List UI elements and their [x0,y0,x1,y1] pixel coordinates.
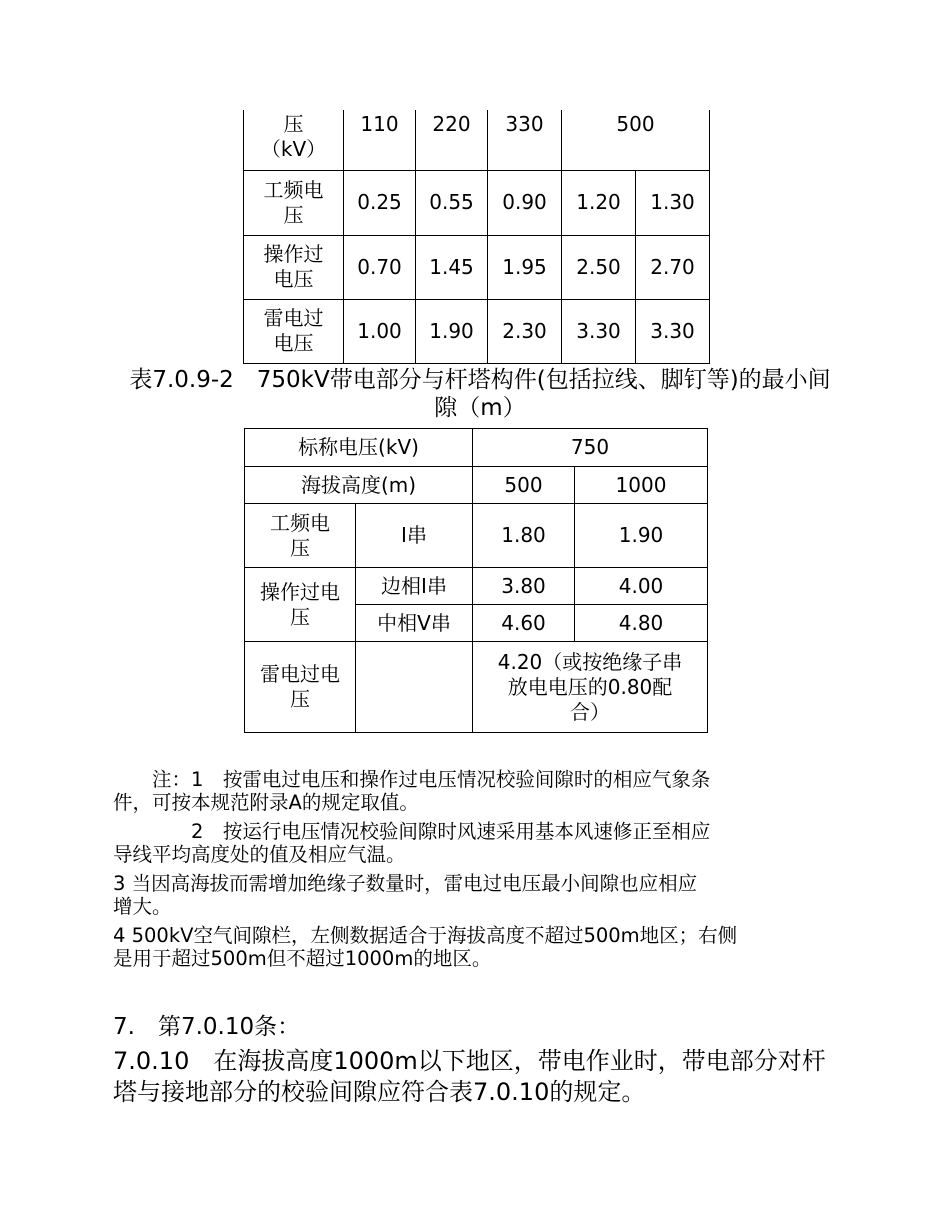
table-cell: 4.60 [473,605,575,642]
note-line: 2 按运行电压情况校验间隙时风速采用基本风速修正至相应 [113,820,711,843]
altitude-500: 500 [473,467,575,504]
table-cell: 0.70 [344,235,416,299]
note-line: 件，可按本规范附录A的规定取值。 [113,791,419,814]
altitude-1000: 1000 [575,467,708,504]
lightning-overvoltage-label: 雷电过电 压 [245,642,356,733]
table-cell: 4.00 [575,568,708,605]
nominal-voltage-value: 750 [473,429,708,467]
nominal-voltage-label: 标称电压(kV) [245,429,473,467]
table-cell: 0.25 [344,170,416,235]
switching-overvoltage-label: 操作过电 压 [245,568,356,642]
table-cell: 4.80 [575,605,708,642]
voltage-220-header: 220 [416,110,488,170]
table-notes [113,768,843,970]
altitude-label: 海拔高度(m) [245,467,473,504]
clearance-table-750kv [244,428,708,733]
note-line: 3 当因高海拔而需增加绝缘子数量时，雷电过电压最小间隙也应相应 [113,872,698,895]
table-cell: 1.95 [488,235,562,299]
note-line: 增大。 [113,895,172,918]
table-cell: 1.30 [636,170,710,235]
row-label: 操作过 电压 [244,235,344,299]
table-cell: 3.30 [636,299,710,363]
table-cell: 2.70 [636,235,710,299]
insulator-string-type: 中相V串 [356,605,473,642]
power-frequency-label: 工频电 压 [245,504,356,568]
voltage-330-header: 330 [488,110,562,170]
table-cell: 1.80 [473,504,575,568]
table-cell: 0.55 [416,170,488,235]
table-cell: 1.00 [344,299,416,363]
voltage-500-header: 500 [562,110,710,170]
table-cell: 2.50 [562,235,636,299]
row-label: 工频电 压 [244,170,344,235]
table-cell: 1.90 [575,504,708,568]
table-cell: 3.30 [562,299,636,363]
table-caption: 表7.0.9-2 750kV带电部分与杆塔构件(包括拉线、脚钉等)的最小间隙（m） [129,367,831,421]
table-cell: 3.80 [473,568,575,605]
section-body: 7.0.10 在海拔高度1000m以下地区，带电作业时，带电部分对杆塔与接地部分的校验间隙应符合表7.0.10的规定。 [113,1047,826,1106]
empty-cell [356,642,473,733]
table-cell: 1.20 [562,170,636,235]
note-line: 导线平均高度处的值及相应气温。 [113,843,406,866]
row-label: 雷电过 电压 [244,299,344,363]
table-cell: 2.30 [488,299,562,363]
insulator-string-type: I串 [356,504,473,568]
note-line: 注：1 按雷电过电压和操作过电压情况校验间隙时的相应气象条 [113,768,711,791]
voltage-header-cell: 压 （kV） [244,110,344,170]
table-cell: 1.90 [416,299,488,363]
table-cell: 0.90 [488,170,562,235]
note-line: 是用于超过500m但不超过1000m的地区。 [113,947,492,970]
clearance-table-top [243,110,710,364]
insulator-string-type: 边相I串 [356,568,473,605]
table-cell: 1.45 [416,235,488,299]
note-line: 4 500kV空气间隙栏，左侧数据适合于海拔高度不超过500m地区；右侧 [113,924,738,947]
lightning-value: 4.20（或按绝缘子串 放电电压的0.80配 合） [473,642,708,733]
section-heading: 7. 第7.0.10条： [113,1014,301,1040]
voltage-110-header: 110 [344,110,416,170]
